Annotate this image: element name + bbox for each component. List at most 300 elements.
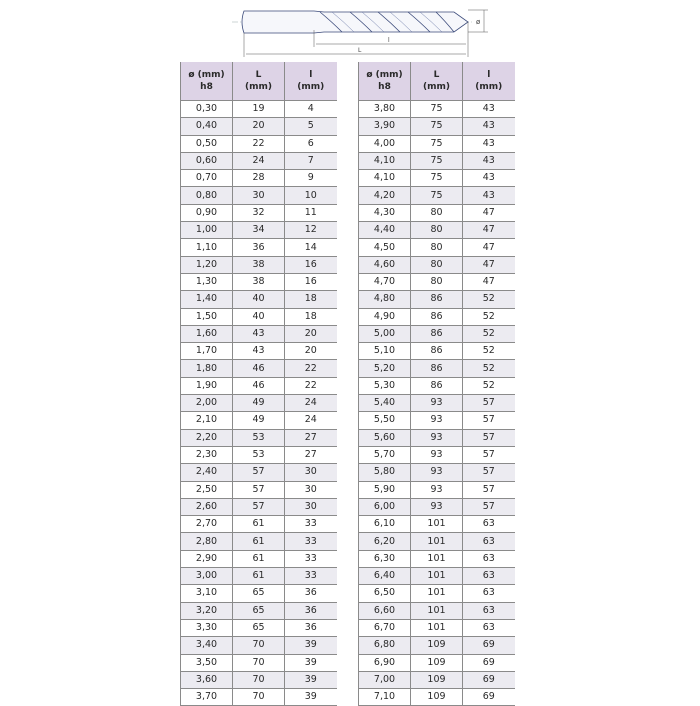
table-row [181,239,337,256]
cell-diameter: 6,90 [359,654,411,671]
svg-text:L: L [358,47,362,54]
drill-bit-diagram [232,2,492,58]
table-row [181,602,337,619]
header-total-length [411,62,463,101]
cell-total-length: 80 [411,256,463,273]
svg-text:ø: ø [476,18,481,26]
table-row [181,152,337,169]
cell-total-length: 109 [411,689,463,706]
cell-diameter: 5,70 [359,446,411,463]
cell-total-length: 34 [233,222,285,239]
header-row [181,62,337,101]
cell-diameter: 0,40 [181,118,233,135]
cell-flute-length: 39 [285,637,337,654]
cell-total-length: 93 [411,395,463,412]
cell-diameter: 3,90 [359,118,411,135]
cell-total-length: 86 [411,360,463,377]
cell-diameter: 6,70 [359,619,411,636]
cell-flute-length: 12 [285,222,337,239]
cell-diameter: 1,80 [181,360,233,377]
cell-diameter: 2,30 [181,446,233,463]
table-row [181,498,337,515]
table-row [359,291,515,308]
cell-diameter: 4,80 [359,291,411,308]
cell-diameter: 0,80 [181,187,233,204]
table-row [181,360,337,377]
cell-diameter: 1,20 [181,256,233,273]
header-diameter-line1: ø (mm) [188,70,225,80]
table-row [359,325,515,342]
cell-flute-length: 9 [285,170,337,187]
svg-text:l: l [388,37,390,44]
table-row [359,395,515,412]
cell-total-length: 86 [411,291,463,308]
cell-diameter: 2,20 [181,429,233,446]
cell-flute-length: 47 [463,222,515,239]
header-L-line1: L [255,70,262,80]
cell-flute-length: 52 [463,325,515,342]
header-diameter [359,62,411,101]
cell-flute-length: 57 [463,429,515,446]
cell-diameter: 2,00 [181,395,233,412]
cell-total-length: 38 [233,273,285,290]
cell-diameter: 4,00 [359,135,411,152]
header-flute-length [285,62,337,101]
cell-diameter: 2,60 [181,498,233,515]
cell-total-length: 65 [233,619,285,636]
table-row [181,256,337,273]
cell-diameter: 4,50 [359,239,411,256]
cell-total-length: 40 [233,308,285,325]
table-row [359,101,515,118]
table-row [181,568,337,585]
cell-total-length: 28 [233,170,285,187]
table-row [181,273,337,290]
cell-diameter: 3,40 [181,637,233,654]
cell-total-length: 70 [233,637,285,654]
header-flute-length [463,62,515,101]
cell-diameter: 1,60 [181,325,233,342]
cell-total-length: 46 [233,377,285,394]
cell-total-length: 30 [233,187,285,204]
cell-total-length: 61 [233,533,285,550]
cell-diameter: 5,80 [359,464,411,481]
cell-diameter: 1,10 [181,239,233,256]
cell-flute-length: 33 [285,516,337,533]
cell-diameter: 0,30 [181,101,233,118]
table-row [359,256,515,273]
cell-diameter: 1,50 [181,308,233,325]
cell-diameter: 1,40 [181,291,233,308]
cell-diameter: 2,50 [181,481,233,498]
cell-diameter: 1,30 [181,273,233,290]
cell-flute-length: 27 [285,446,337,463]
cell-total-length: 65 [233,585,285,602]
cell-flute-length: 63 [463,568,515,585]
table-row [181,585,337,602]
cell-flute-length: 22 [285,360,337,377]
cell-flute-length: 57 [463,412,515,429]
table-row [359,585,515,602]
cell-flute-length: 7 [285,152,337,169]
cell-flute-length: 57 [463,498,515,515]
table-row [181,187,337,204]
cell-flute-length: 30 [285,498,337,515]
cell-total-length: 61 [233,516,285,533]
cell-diameter: 0,60 [181,152,233,169]
cell-flute-length: 10 [285,187,337,204]
cell-total-length: 22 [233,135,285,152]
cell-flute-length: 36 [285,602,337,619]
cell-flute-length: 47 [463,273,515,290]
cell-flute-length: 47 [463,239,515,256]
cell-flute-length: 16 [285,256,337,273]
cell-flute-length: 33 [285,568,337,585]
table-row [181,377,337,394]
table-row [181,619,337,636]
header-diameter-line1: ø (mm) [366,70,403,80]
cell-total-length: 86 [411,343,463,360]
cell-diameter: 4,10 [359,170,411,187]
table-row [181,637,337,654]
cell-diameter: 0,70 [181,170,233,187]
cell-diameter: 3,20 [181,602,233,619]
table-row [359,533,515,550]
table-row [181,343,337,360]
cell-flute-length: 52 [463,360,515,377]
cell-flute-length: 30 [285,481,337,498]
table-row [181,222,337,239]
table-row [359,637,515,654]
header-total-length [233,62,285,101]
table-row [181,170,337,187]
cell-total-length: 80 [411,273,463,290]
header-L-line2: (mm) [423,82,450,92]
cell-flute-length: 36 [285,619,337,636]
table-row [359,187,515,204]
table-row [181,325,337,342]
cell-flute-length: 57 [463,446,515,463]
cell-flute-length: 47 [463,256,515,273]
cell-diameter: 4,40 [359,222,411,239]
cell-total-length: 61 [233,550,285,567]
cell-total-length: 40 [233,291,285,308]
cell-flute-length: 36 [285,585,337,602]
cell-flute-length: 18 [285,291,337,308]
cell-total-length: 101 [411,585,463,602]
cell-flute-length: 33 [285,550,337,567]
cell-diameter: 5,20 [359,360,411,377]
cell-total-length: 80 [411,204,463,221]
table-row [181,204,337,221]
cell-total-length: 93 [411,464,463,481]
cell-total-length: 93 [411,481,463,498]
table-row [359,689,515,706]
table-row [359,239,515,256]
table-row [181,291,337,308]
cell-total-length: 101 [411,619,463,636]
cell-total-length: 53 [233,446,285,463]
table-row [359,464,515,481]
table-row [359,343,515,360]
cell-total-length: 46 [233,360,285,377]
cell-total-length: 109 [411,654,463,671]
cell-diameter: 1,90 [181,377,233,394]
cell-flute-length: 20 [285,343,337,360]
cell-total-length: 19 [233,101,285,118]
cell-total-length: 75 [411,118,463,135]
header-L-line2: (mm) [245,82,272,92]
cell-flute-length: 16 [285,273,337,290]
cell-flute-length: 27 [285,429,337,446]
cell-flute-length: 63 [463,550,515,567]
cell-total-length: 101 [411,568,463,585]
cell-total-length: 80 [411,239,463,256]
cell-flute-length: 39 [285,689,337,706]
cell-total-length: 57 [233,464,285,481]
cell-total-length: 57 [233,498,285,515]
cell-flute-length: 4 [285,101,337,118]
cell-diameter: 4,20 [359,187,411,204]
cell-total-length: 24 [233,152,285,169]
cell-diameter: 7,10 [359,689,411,706]
cell-flute-length: 69 [463,637,515,654]
cell-diameter: 3,10 [181,585,233,602]
cell-diameter: 2,40 [181,464,233,481]
cell-diameter: 6,30 [359,550,411,567]
table-row [359,222,515,239]
header-diameter-line2: h8 [378,82,391,92]
cell-diameter: 7,00 [359,671,411,688]
cell-total-length: 43 [233,343,285,360]
table-row [181,429,337,446]
table-row [359,118,515,135]
cell-flute-length: 69 [463,671,515,688]
cell-diameter: 6,10 [359,516,411,533]
table-row [359,308,515,325]
cell-flute-length: 43 [463,170,515,187]
table-row [359,498,515,515]
cell-diameter: 4,90 [359,308,411,325]
table-row [359,446,515,463]
cell-total-length: 75 [411,135,463,152]
cell-diameter: 3,30 [181,619,233,636]
cell-total-length: 93 [411,498,463,515]
header-l-line1: l [487,70,491,80]
cell-total-length: 20 [233,118,285,135]
cell-flute-length: 69 [463,689,515,706]
cell-total-length: 61 [233,568,285,585]
cell-flute-length: 6 [285,135,337,152]
table-row [359,204,515,221]
header-row [359,62,515,101]
cell-total-length: 93 [411,446,463,463]
cell-diameter: 4,70 [359,273,411,290]
cell-diameter: 5,30 [359,377,411,394]
cell-flute-length: 39 [285,671,337,688]
cell-flute-length: 20 [285,325,337,342]
drill-size-table-left [180,62,337,706]
cell-diameter: 4,10 [359,152,411,169]
cell-flute-length: 43 [463,101,515,118]
table-row [359,273,515,290]
table-row [181,689,337,706]
cell-total-length: 70 [233,654,285,671]
cell-flute-length: 57 [463,481,515,498]
header-L-line1: L [433,70,440,80]
cell-flute-length: 5 [285,118,337,135]
cell-flute-length: 24 [285,412,337,429]
cell-flute-length: 18 [285,308,337,325]
cell-flute-length: 33 [285,533,337,550]
cell-flute-length: 24 [285,395,337,412]
cell-diameter: 3,00 [181,568,233,585]
cell-diameter: 2,90 [181,550,233,567]
table-row [181,550,337,567]
cell-flute-length: 57 [463,395,515,412]
cell-total-length: 36 [233,239,285,256]
cell-total-length: 75 [411,187,463,204]
cell-flute-length: 57 [463,464,515,481]
table-row [359,654,515,671]
cell-total-length: 65 [233,602,285,619]
cell-diameter: 3,70 [181,689,233,706]
cell-flute-length: 11 [285,204,337,221]
cell-total-length: 93 [411,429,463,446]
header-diameter-line2: h8 [200,82,213,92]
table-row [359,671,515,688]
cell-diameter: 6,60 [359,602,411,619]
table-row [359,152,515,169]
cell-diameter: 5,10 [359,343,411,360]
cell-total-length: 49 [233,412,285,429]
cell-total-length: 101 [411,602,463,619]
cell-diameter: 5,90 [359,481,411,498]
table-row [359,377,515,394]
table-row [181,464,337,481]
cell-diameter: 6,50 [359,585,411,602]
table-row [181,308,337,325]
cell-total-length: 109 [411,671,463,688]
cell-total-length: 101 [411,550,463,567]
table-row [181,654,337,671]
cell-total-length: 53 [233,429,285,446]
cell-total-length: 75 [411,152,463,169]
cell-flute-length: 52 [463,377,515,394]
cell-total-length: 101 [411,533,463,550]
table-row [359,602,515,619]
cell-total-length: 101 [411,516,463,533]
cell-flute-length: 63 [463,533,515,550]
cell-diameter: 5,60 [359,429,411,446]
header-l-line2: (mm) [297,82,325,92]
cell-flute-length: 14 [285,239,337,256]
cell-total-length: 70 [233,689,285,706]
cell-diameter: 6,20 [359,533,411,550]
table-row [181,395,337,412]
cell-diameter: 5,40 [359,395,411,412]
table-row [181,446,337,463]
cell-flute-length: 43 [463,152,515,169]
cell-flute-length: 22 [285,377,337,394]
cell-total-length: 38 [233,256,285,273]
cell-total-length: 80 [411,222,463,239]
drill-size-table-right [358,62,515,706]
cell-total-length: 86 [411,308,463,325]
cell-diameter: 6,00 [359,498,411,515]
cell-flute-length: 52 [463,343,515,360]
table-row [359,550,515,567]
cell-diameter: 2,80 [181,533,233,550]
cell-diameter: 2,70 [181,516,233,533]
table-row [359,170,515,187]
cell-diameter: 4,30 [359,204,411,221]
cell-total-length: 93 [411,412,463,429]
cell-flute-length: 47 [463,204,515,221]
table-row [359,619,515,636]
cell-diameter: 1,00 [181,222,233,239]
table-row [181,516,337,533]
cell-diameter: 6,80 [359,637,411,654]
cell-diameter: 5,00 [359,325,411,342]
cell-diameter: 1,70 [181,343,233,360]
cell-flute-length: 63 [463,602,515,619]
cell-flute-length: 43 [463,187,515,204]
table-row [359,412,515,429]
left-table-body [181,101,337,706]
cell-diameter: 3,50 [181,654,233,671]
cell-diameter: 5,50 [359,412,411,429]
cell-flute-length: 43 [463,118,515,135]
cell-total-length: 32 [233,204,285,221]
table-row [359,429,515,446]
cell-total-length: 43 [233,325,285,342]
header-l-line2: (mm) [475,82,503,92]
cell-total-length: 86 [411,377,463,394]
table-row [181,118,337,135]
cell-flute-length: 43 [463,135,515,152]
cell-flute-length: 30 [285,464,337,481]
table-row [181,412,337,429]
table-row [359,568,515,585]
table-row [181,481,337,498]
cell-diameter: 3,60 [181,671,233,688]
cell-flute-length: 63 [463,585,515,602]
cell-total-length: 109 [411,637,463,654]
cell-total-length: 70 [233,671,285,688]
cell-flute-length: 39 [285,654,337,671]
cell-flute-length: 63 [463,619,515,636]
table-row [359,516,515,533]
table-row [181,671,337,688]
table-row [181,533,337,550]
table-row [359,135,515,152]
cell-total-length: 49 [233,395,285,412]
cell-diameter: 0,90 [181,204,233,221]
cell-total-length: 75 [411,170,463,187]
cell-diameter: 4,60 [359,256,411,273]
cell-diameter: 6,40 [359,568,411,585]
table-row [181,135,337,152]
cell-flute-length: 63 [463,516,515,533]
table-row [359,360,515,377]
cell-total-length: 57 [233,481,285,498]
table-row [181,101,337,118]
header-diameter [181,62,233,101]
cell-diameter: 0,50 [181,135,233,152]
cell-total-length: 75 [411,101,463,118]
header-l-line1: l [309,70,313,80]
